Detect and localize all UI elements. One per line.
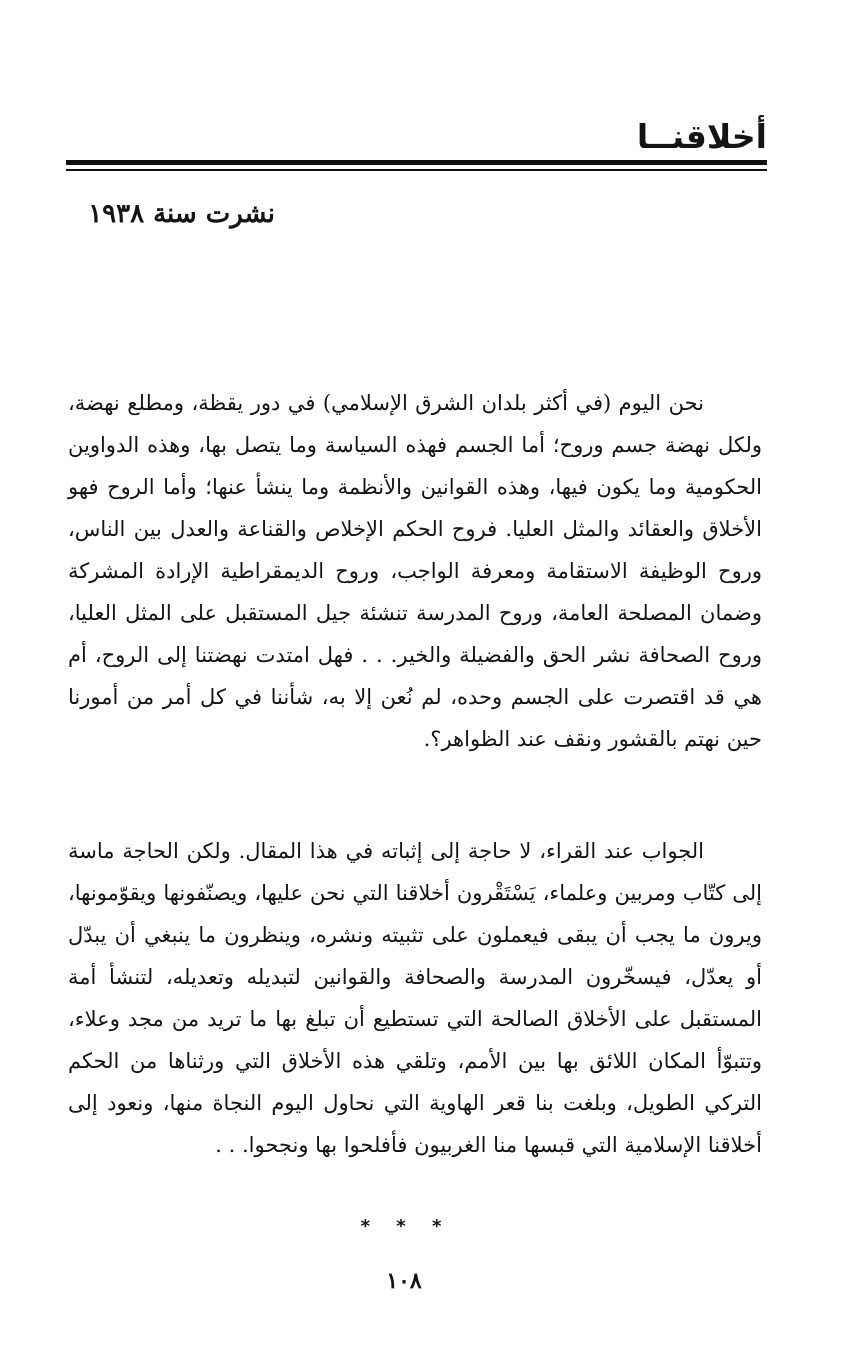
page-number: ١٠٨ bbox=[386, 1268, 422, 1294]
paragraph-text: الجواب عند القراء، لا حاجة إلى إثباته في هذا المقال. ولكن الحاجة ماسة إلى كتّاب ومربين وعلماء، يَسْتَقْرون أخلاقنا التي نحن عليها، ويصنّفونها ويقوّمونها، ويرون ما يجب أن يبقى فيعملون على تثبيته ونشره، وينظرون ما ينبغي أن يبدّل أو يعدّل، فيسخّرون المدرسة والصحافة والقوانين لتبديله وتعديله، لتنشأ أمة المستقبل على الأخلاق الصالحة التي تستطيع أن تبلغ بها ما تريد من مجد وعلاء، وتتبوّأ المكان اللائق بها بين الأمم، وتلقي هذه الأخلاق التي ورثناها من الحكم التركي الطويل، وبلغت بنا قعر الهاوية التي نحاول اليوم النجاة منها، ونعود إلى أخلاقنا الإسلامية التي قبسها منا الغربيون فأفلحوا بها ونجحوا. . . bbox=[68, 839, 762, 1157]
body-paragraph-1 bbox=[68, 382, 762, 760]
header-rule-thick bbox=[66, 160, 767, 165]
publication-date-note: نشرت سنة ١٩٣٨ bbox=[88, 199, 275, 229]
paragraph-text: نحن اليوم (في أكثر بلدان الشرق الإسلامي) في دور يقظة، ومطلع نهضة، ولكل نهضة جسم وروح؛ أما الجسم فهذه السياسة وما يتصل بها، وهذه الدواوين الحكومية وما يكون فيها، وهذه القوانين والأنظمة وما ينشأ عنها؛ وأما الروح فهو الأخلاق والعقائد والمثل العليا. فروح الحكم الإخلاص والقناعة والعدل بين الناس، وروح الوظيفة الاستقامة ومعرفة الواجب، وروح الديمقراطية الإرادة المشركة وضمان المصلحة العامة، وروح المدرسة تنشئة جيل المستقبل على المثل العليا، وروح الصحافة نشر الحق والفضيلة والخير. . . فهل امتدت نهضتنا إلى الروح، أم هي قد اقتصرت على الجسم وحده، لم نُعن إلا به، شأننا في كل أمر من أمورنا حين نهتم بالقشور ونقف عند الظواهر؟. bbox=[68, 391, 762, 751]
chapter-title: أخلاقنــا bbox=[636, 117, 767, 156]
body-paragraph-2 bbox=[68, 830, 762, 1166]
section-separator: * * * bbox=[360, 1216, 452, 1237]
header-rule-thin bbox=[66, 169, 767, 171]
